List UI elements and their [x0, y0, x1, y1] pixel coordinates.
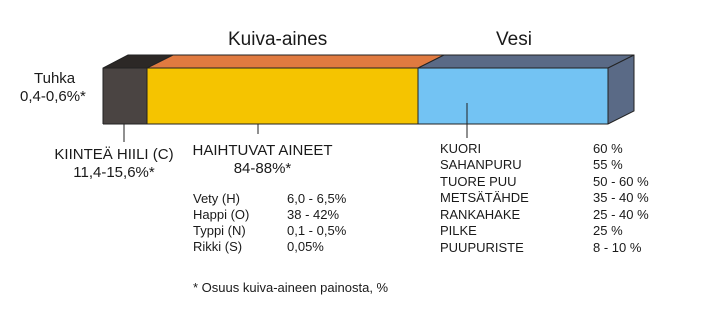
element-name: Typpi (N) — [193, 223, 246, 238]
water-header: Vesi — [496, 29, 532, 50]
fixed-carbon-range: 11,4-15,6%* — [73, 164, 155, 181]
element-name: Happi (O) — [193, 207, 250, 222]
moisture-source: KUORI — [440, 141, 482, 156]
element-value: 0,05% — [287, 239, 324, 254]
moisture-value: 25 - 40 % — [593, 207, 649, 222]
moisture-value: 60 % — [593, 141, 623, 156]
moisture-value: 8 - 10 % — [593, 240, 642, 255]
volatiles-top-face — [147, 55, 444, 68]
moisture-value: 25 % — [593, 223, 623, 238]
element-name: Rikki (S) — [193, 239, 243, 254]
element-value: 38 - 42% — [287, 207, 340, 222]
water-top-face — [418, 55, 634, 68]
element-value: 0,1 - 0,5% — [287, 223, 347, 238]
moisture-source: TUORE PUU — [440, 174, 517, 189]
water-segment — [418, 68, 608, 124]
moisture-source: PUUPURISTE — [440, 240, 524, 255]
moisture-source: RANKAHAKE — [440, 207, 521, 222]
element-value: 6,0 - 6,5% — [287, 191, 347, 206]
dry-matter-header: Kuiva-aines — [228, 29, 328, 50]
volatiles-label: HAIHTUVAT AINEET — [192, 142, 333, 159]
moisture-value: 50 - 60 % — [593, 174, 649, 189]
moisture-source: METSÄTÄHDE — [440, 190, 529, 205]
ash-range: 0,4-0,6%* — [20, 88, 86, 105]
moisture-value: 55 % — [593, 157, 623, 172]
ash-label: Tuhka — [34, 70, 76, 87]
element-name: Vety (H) — [193, 191, 240, 206]
moisture-source: SAHANPURU — [440, 157, 522, 172]
ash-segment — [103, 68, 147, 124]
moisture-source: PILKE — [440, 223, 477, 238]
moisture-value: 35 - 40 % — [593, 190, 649, 205]
fixed-carbon-label: KIINTEÄ HIILI (C) — [54, 146, 174, 163]
volatiles-range: 84-88%* — [233, 160, 292, 177]
footnote: * Osuus kuiva-aineen painosta, % — [193, 280, 389, 295]
volatiles-segment — [147, 68, 418, 124]
